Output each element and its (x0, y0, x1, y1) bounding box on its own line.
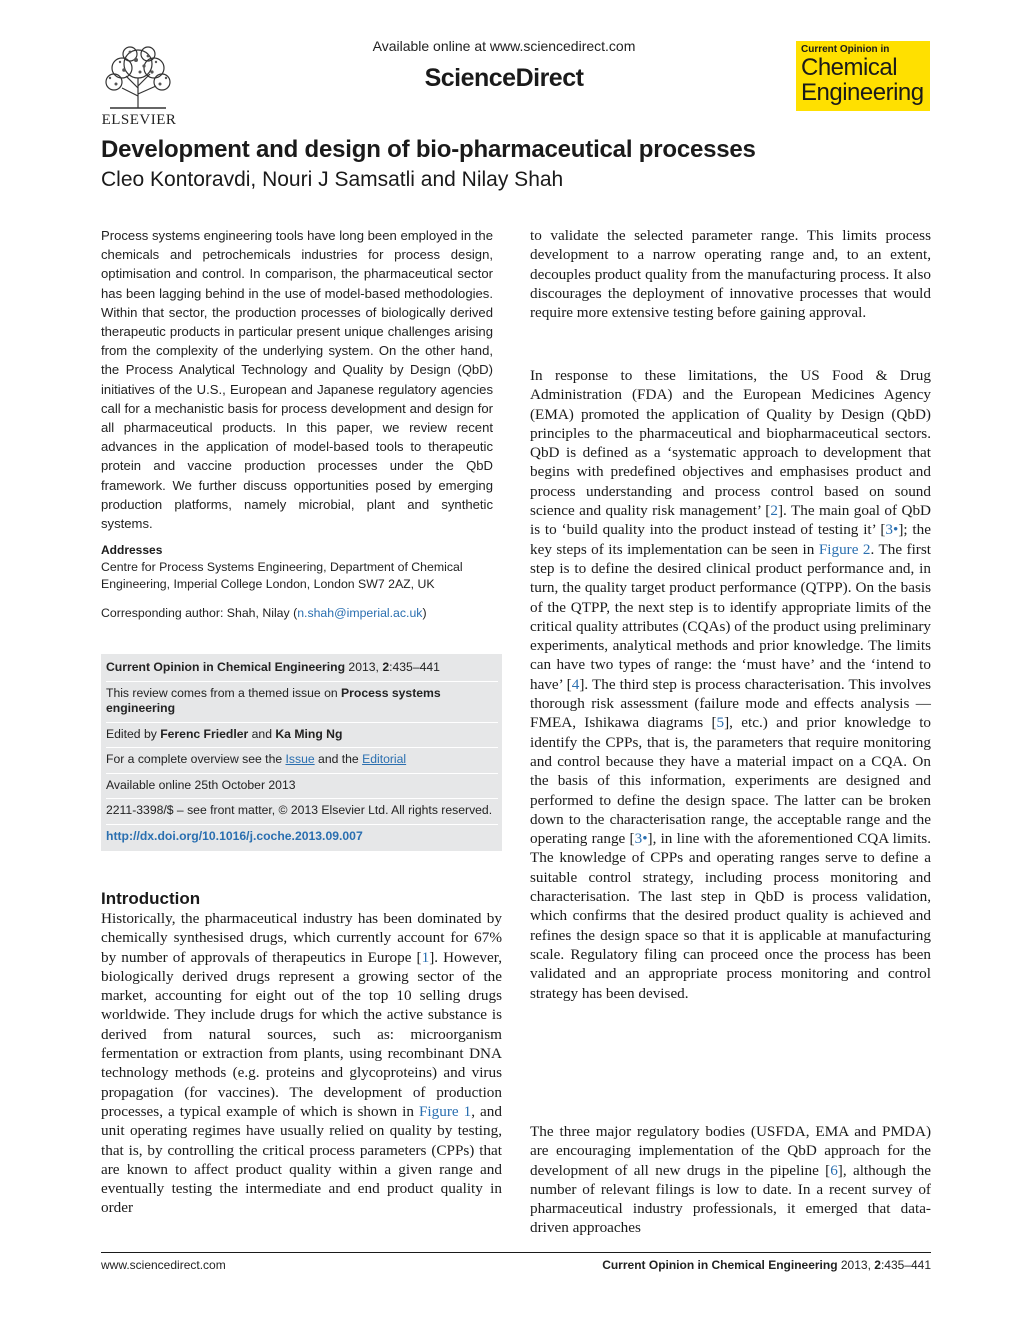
sciencedirect-logo[interactable]: ScienceDirect (424, 64, 584, 92)
issue-link[interactable]: Issue (285, 752, 315, 766)
introduction-paragraph (101, 909, 502, 1218)
figure-2-link[interactable]: Figure 2 (818, 540, 871, 558)
address-text: Centre for Process Systems Engineering, Department of Chemical Engineering, Imperial College London, London SW7 2AZ, UK (101, 560, 463, 591)
intro-text-1: Historically, the pharmaceutical industry has been dominated by chemically synthesised drugs, which currently account for 67% by number of approvals of therapeutics in Europe [ (101, 910, 502, 966)
info-editor-1: Ferenc Friedler (160, 726, 249, 741)
info-volume: 2 (382, 660, 390, 674)
corresponding-author (101, 606, 427, 620)
info-journal: Current Opinion in Chemical Engineering (106, 660, 346, 674)
journal-badge (796, 41, 930, 111)
footer-website[interactable]: www.sciencedirect.com (101, 1258, 226, 1272)
info-year: 2013, (345, 660, 383, 674)
footer-divider (101, 1252, 931, 1253)
p2-text-a: In response to these limitations, the US Food & Drug Administration (FDA) and the European Medicines Agency (EMA) promoted the application of Quality by Design (QbD) principles to the pharmaceutical and biopharmaceutical sectors. QbD is defined as a ‘systematic approach to development that begins with predefined objectives and emphasises product and process understanding and process control based on sound science and quality risk management’ [ (530, 367, 931, 520)
intro-text-2: ]. However, biologically derived drugs represent a growing sector of the market, accounting for eight out of the top 10 selling drugs worldwide. They include drugs for which the active substance is derived from natural sources, such as: microorganism fermentation or extraction from plants, using recombinant DNA technology methods (e.g. proteins and glycoproteins) and virus propagation (for vaccines). The development of production processes, a typical example of which is shown in (101, 948, 502, 1120)
corresponding-prefix: Corresponding author: Shah, Nilay ( (101, 606, 298, 620)
footer-citation (602, 1258, 931, 1272)
body-paragraph-2 (530, 366, 931, 1003)
journal-badge-top: Current Opinion in (801, 44, 890, 55)
figure-1-link[interactable]: Figure 1 (418, 1102, 472, 1120)
corresponding-email-link[interactable]: n.shah@imperial.ac.uk (297, 606, 423, 620)
footer-journal: Current Opinion in Chemical Engineering (602, 1258, 838, 1272)
article-info-box (101, 654, 502, 851)
p2-text-d: . The first step is to define the desired clinical product performance and, in turn, the quality target product performance (QTPP). On the basis of the QTPP, the next step is to identify appropriate limits of the critical quality attributes (CQAs) of the product using preliminary experiments, analytical methods and prior knowledge. The limits can have two types of range: the ‘must have’ and the ‘intend to have’ [ (530, 540, 931, 693)
doi-link[interactable]: http://dx.doi.org/10.1016/j.coche.2013.09.007 (106, 828, 363, 843)
info-doi-row (106, 829, 498, 850)
body-paragraph-3 (530, 1122, 931, 1238)
p3-text-b: ], although the number of relevant filings is low to date. In a recent survey of pharmaceutical industry professionals, it emerged that data-driven approaches (530, 1161, 931, 1237)
info-overview-and: and the (314, 752, 363, 766)
journal-badge-line2: Engineering (801, 79, 924, 106)
info-editor-and: and (248, 726, 276, 741)
available-online-text: Available online at www.sciencedirect.com (372, 38, 636, 54)
editorial-link[interactable]: Editorial (362, 752, 407, 766)
info-edited-prefix: Edited by (106, 726, 161, 741)
info-themed-prefix: This review comes from a themed issue on (106, 685, 342, 700)
info-overview (106, 752, 498, 774)
info-copyright: 2211-3398/$ – see front matter, © 2013 Elsevier Ltd. All rights reserved. (106, 803, 498, 825)
ref-link-4[interactable]: 4 (571, 675, 580, 693)
ref-link-5[interactable]: 5 (716, 714, 725, 732)
ref-link-3[interactable]: 3• (885, 521, 899, 539)
info-citation (106, 660, 498, 682)
info-overview-prefix: For a complete overview see the (106, 752, 286, 766)
footer-year: 2013, (837, 1258, 875, 1272)
intro-text-3: , and unit operating regimes have usually relied on quality by testing, that is, by controlling the critical process parameters (CPPs) that are known to affect product quality within a given range and eventually testing the intermediate and end product quality in order (101, 1102, 502, 1217)
corresponding-suffix: ) (422, 606, 427, 620)
ref-link-6[interactable]: 6 (830, 1161, 838, 1179)
article-title: Development and design of bio-pharmaceutical processes (101, 136, 756, 163)
p2-text-c: ]; the key steps of its implementation can be seen in (530, 521, 931, 558)
abstract: Process systems engineering tools have long been employed in the chemicals and petrochemicals industries for process design, optimisation and control. In comparison, the pharmaceutical sector has been lagging behind in the use of model-based methodologies. Within that sector, the production processes of biologically derived therapeutic products in particular present unique challenges arising from the complexity of the underlying system. On the other hand, the Process Analytical Technology and Quality by Design (QbD) initiatives of the U.S., European and Japanese regulatory agencies call for a mechanistic basis for process development and design for all pharmaceutical products. In this paper, we review recent advances in the application of model-based tools to therapeutic protein and vaccine production processes under the QbD framework. We further discuss opportunities posed by emerging production platforms, namely microbial, plant and synthetic systems. (101, 228, 493, 532)
body-paragraph-1: to validate the selected parameter range. This limits process development to a narrow operating range and, to an extent, decouples product quality from the manufacturing process. It also discourages the deployment of innovative processes that would require more extensive testing before gaining approval. (530, 227, 931, 322)
ref-link-1[interactable]: 1 (421, 948, 430, 966)
author-list: Cleo Kontoravdi, Nouri J Samsatli and Nilay Shah (101, 168, 564, 191)
p3-text-a: The three major regulatory bodies (USFDA, EMA and PMDA) are encouraging implementation of the QbD approach for the development of all new drugs in the pipeline [ (530, 1123, 931, 1179)
info-themed-title: Process systems engineering (106, 685, 441, 715)
addresses-heading: Addresses (101, 543, 163, 557)
p2-text-e: ]. The third step is process characterisation. This involves thorough risk assessment (failure mode and effects analysis — FMEA, Ishikawa diagrams [ (530, 675, 931, 732)
introduction-heading: Introduction (101, 889, 201, 908)
footer-pages: :435–441 (880, 1258, 931, 1272)
p2-text-b: ]. The main goal of QbD is to ‘build quality into the product instead of testing it’ [ (530, 502, 932, 539)
info-themed-issue (106, 686, 498, 723)
info-available: Available online 25th October 2013 (106, 778, 498, 800)
footer-volume: 2 (874, 1258, 881, 1272)
p2-text-f: ], etc.) and prior knowledge to identify the CPPs, that is, the parameters that require monitoring and control because they have a material impact on a CQA. On the basis of this information, experiments are designed and performed to define the design space. The latter can be broken down to the characterisation range, the acceptable range and the operating range [ (530, 714, 932, 848)
elsevier-wordmark: ELSEVIER (101, 112, 177, 128)
journal-badge-line1: Chemical (801, 54, 898, 81)
p2-text-g: ], in line with the aforementioned CQA limits. The knowledge of CPPs and operating ranges serve to define a suitable control strategy, including process monitoring and characterisation. The last step in QbD is process validation, which confirms that the desired product quality is achieved and refines the design space so that it is applicable at manufacturing scale. Regulatory filing can proceed once the process has been validated and an appropriate process monitoring and control strategy has been devised. (530, 830, 931, 1002)
info-editor-2: Ka Ming Ng (275, 726, 343, 741)
ref-link-2[interactable]: 2 (770, 502, 778, 520)
info-pages: :435–441 (389, 660, 440, 674)
ref-link-3b[interactable]: 3• (634, 830, 648, 848)
info-editors (106, 727, 498, 749)
